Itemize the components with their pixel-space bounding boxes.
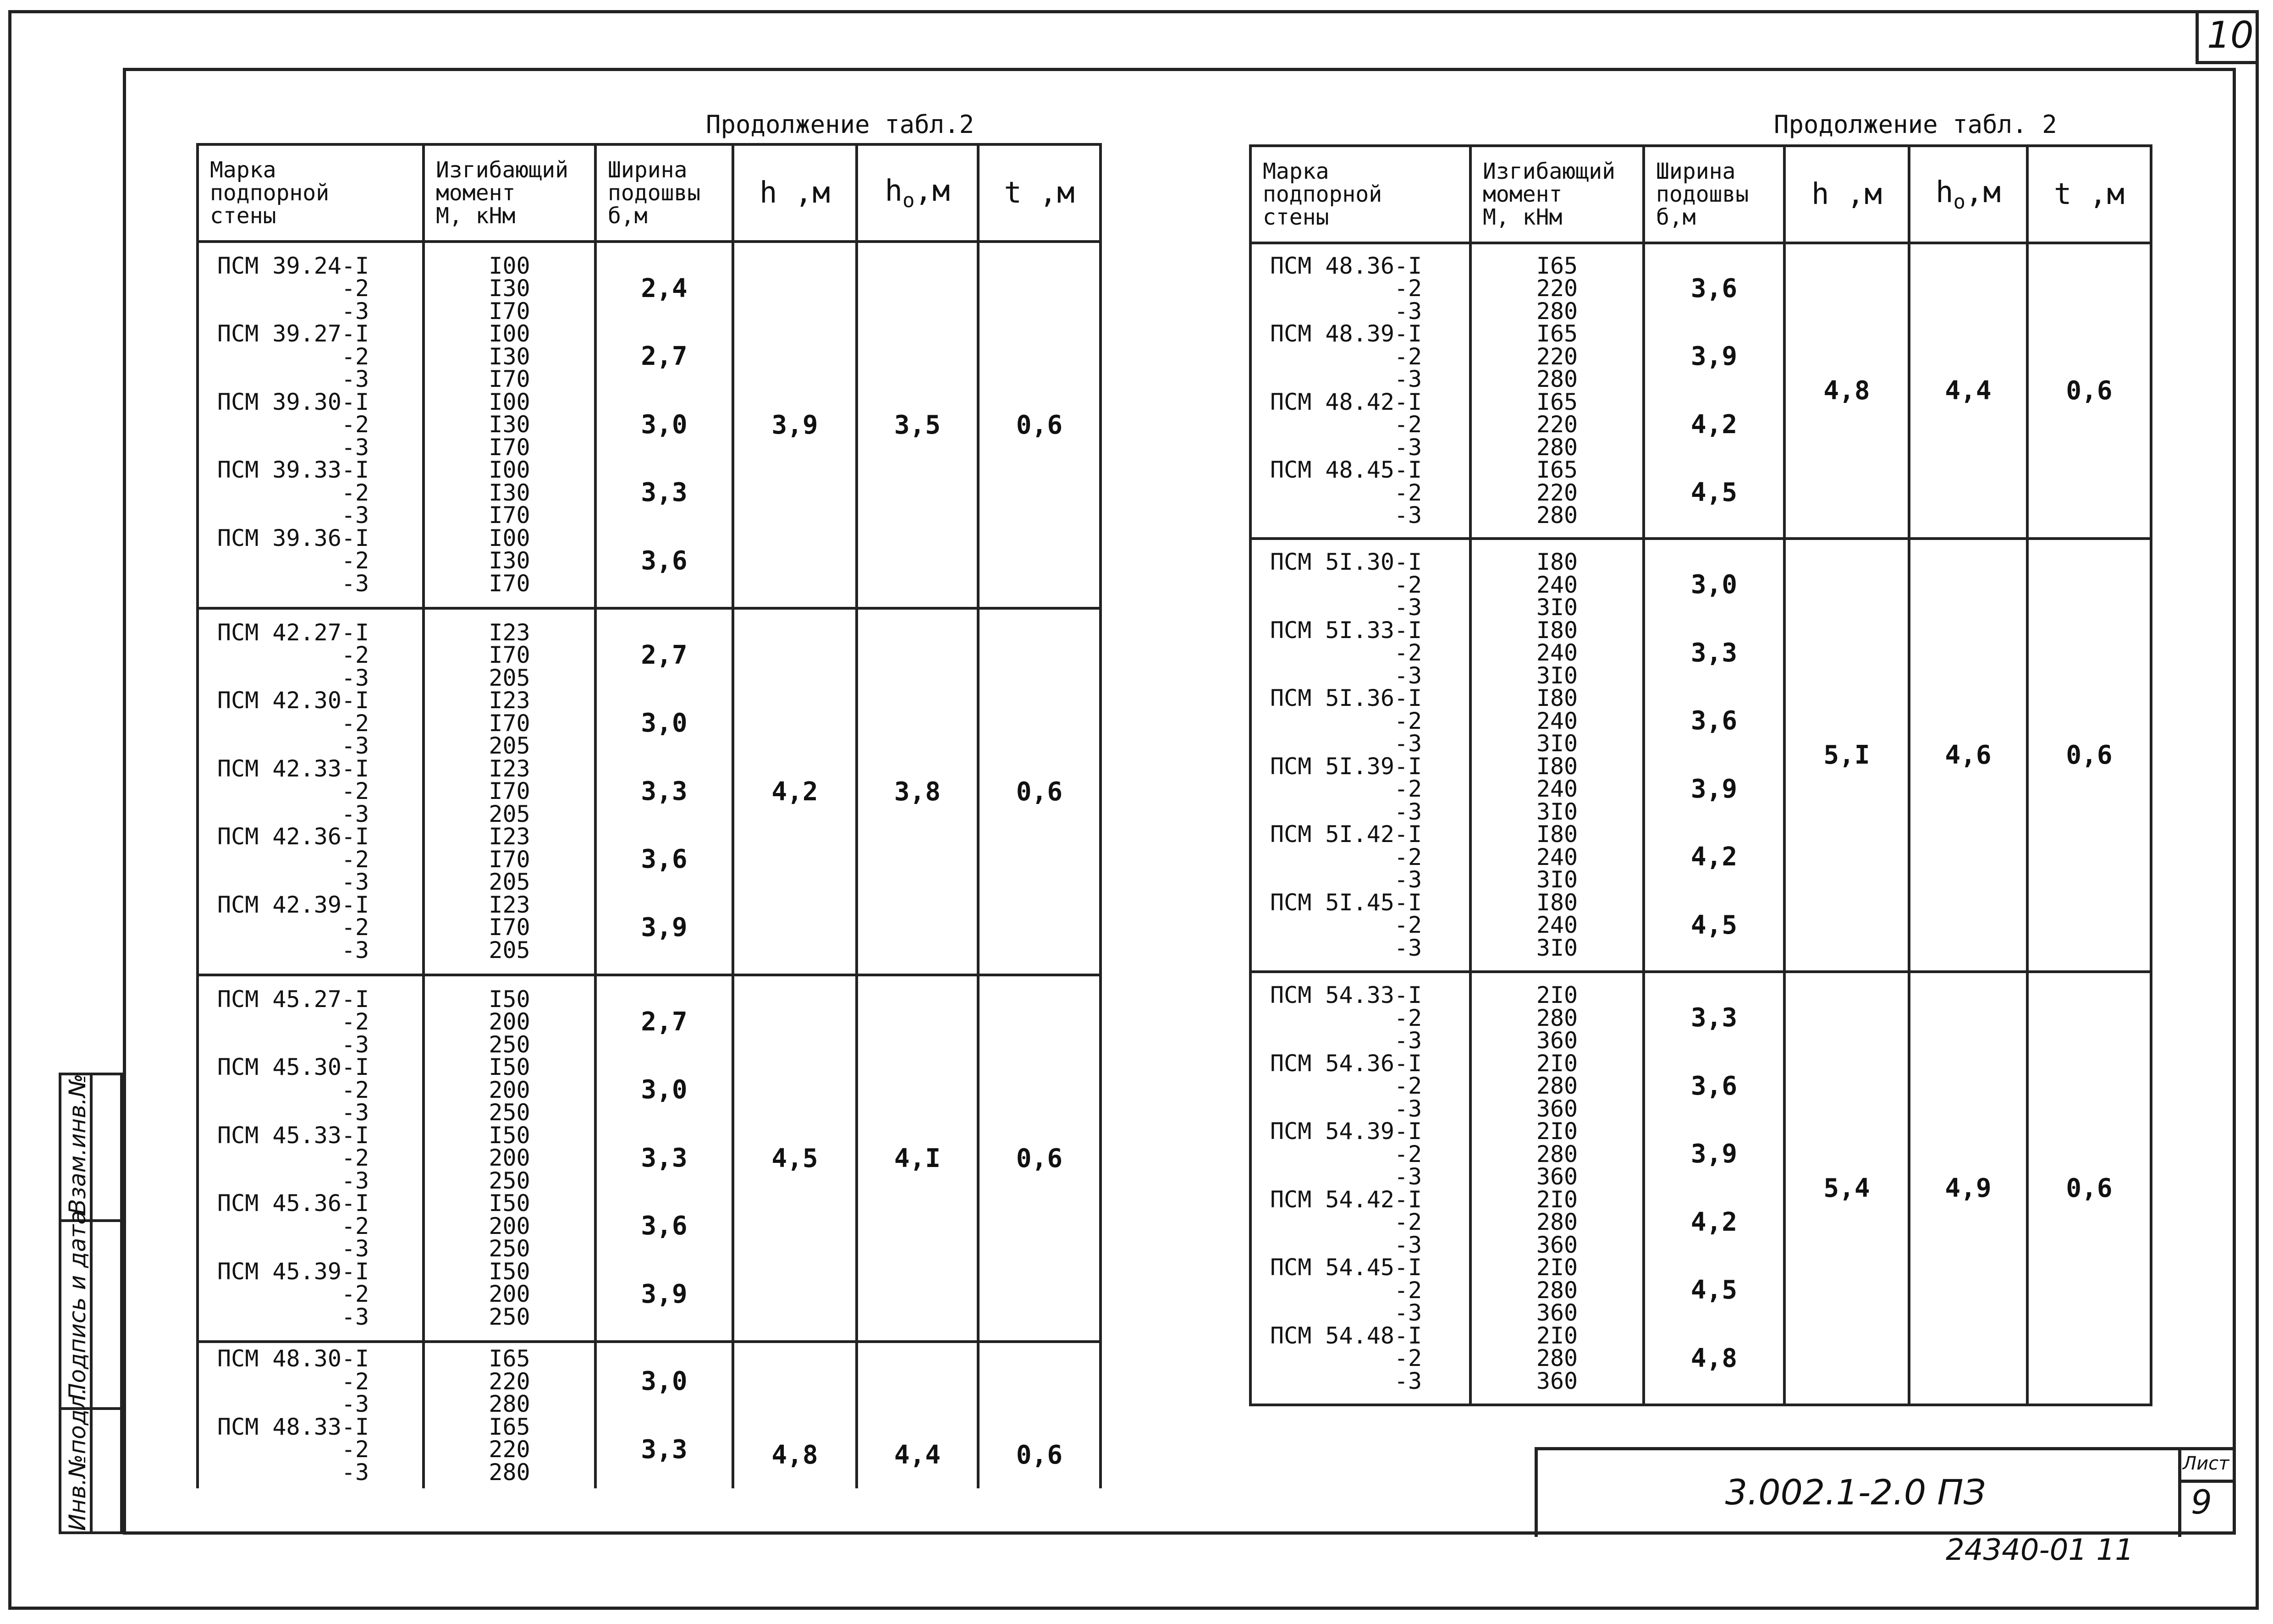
- width-value: 3,9: [1690, 341, 1738, 371]
- width-value: 2,7: [641, 640, 688, 670]
- h-cell: 4,2: [733, 608, 857, 975]
- width-value: 2,7: [641, 341, 688, 372]
- t-cell: 0,6: [2027, 243, 2151, 539]
- moment-cell: I65 220 280 I65 220 280 I65 220 280 I65 220 280: [1470, 243, 1644, 539]
- width-value: 3,3: [1690, 1003, 1738, 1033]
- right-table-caption: Продолжение табл. 2: [1774, 110, 2057, 139]
- width-value: 2,4: [641, 273, 688, 303]
- document-code: 3.002.1-2.0 ПЗ: [1725, 1471, 1986, 1513]
- width-value: 3,6: [1690, 273, 1738, 303]
- side-label-inv-podl: Инв.№подл.: [64, 1387, 91, 1531]
- width-cell: [595, 242, 733, 608]
- header-h0-main: h: [1935, 175, 1954, 209]
- table-row: [1250, 539, 2151, 972]
- width-cell: [595, 975, 733, 1342]
- sheet-label: Лист: [2183, 1453, 2229, 1474]
- header-h0-sub: o: [902, 188, 915, 212]
- header-h0-sub: o: [1953, 190, 1965, 214]
- width-cell: [1644, 539, 1784, 972]
- header-t: t ,м: [2027, 146, 2151, 243]
- mark-cell: ПСМ 54.33-I -2 -3 ПСМ 54.36-I -2 -3 ПСМ 54.39-I -2 -3 ПСМ 54.42-I -2 -3 ПСМ 54.45-I -2 -3 ПСМ 54.48-I -2 -3: [1250, 972, 1470, 1405]
- width-value: 3,9: [1690, 1139, 1738, 1169]
- t-cell: 0,6: [978, 1342, 1101, 1488]
- table-row: [198, 608, 1101, 975]
- header-h0: [1909, 146, 2027, 243]
- h0-cell: 4,6: [1909, 539, 2027, 972]
- left-table-caption: Продолжение табл.2: [706, 110, 974, 139]
- width-value: 4,2: [1690, 1207, 1738, 1237]
- sheet-number: 9: [2191, 1483, 2212, 1521]
- t-cell: 0,6: [978, 975, 1101, 1342]
- sheet-box-divider: [2178, 1480, 2236, 1483]
- header-h0-unit: ,м: [1965, 175, 2001, 209]
- width-value: 3,6: [1690, 1071, 1738, 1101]
- width-value: 4,2: [1690, 842, 1738, 872]
- width-value: 3,3: [1690, 638, 1738, 668]
- width-cell: [1644, 972, 1784, 1405]
- table-row: [198, 242, 1101, 608]
- moment-cell: I00 I30 I70 I00 I30 I70 I00 I30 I70 I00 I30 I70 I00 I30 I70: [424, 242, 595, 608]
- mark-cell: ПСМ 42.27-I -2 -3 ПСМ 42.30-I -2 -3 ПСМ 42.33-I -2 -3 ПСМ 42.36-I -2 -3 ПСМ 42.39-I -2 -3: [198, 608, 424, 975]
- h-cell: 3,9: [733, 242, 857, 608]
- header-h0-unit: ,м: [914, 174, 950, 208]
- h-cell: 4,8: [733, 1342, 857, 1488]
- table-row: [1250, 243, 2151, 539]
- left-table: [196, 143, 1102, 1488]
- table-row: [1250, 972, 2151, 1405]
- width-cell: [595, 1342, 733, 1488]
- t-cell: 0,6: [2027, 972, 2151, 1405]
- table-row: [198, 1342, 1101, 1488]
- width-value: 3,6: [641, 545, 688, 576]
- width-cell: [1644, 243, 1784, 539]
- header-moment: Изгибающий момент М, кНм: [424, 144, 595, 242]
- width-value: 3,9: [1690, 774, 1738, 804]
- h-cell: 5,I: [1784, 539, 1909, 972]
- width-value: 3,3: [641, 1434, 688, 1464]
- width-cell: [595, 608, 733, 975]
- header-width: Ширина подошвы б,м: [1644, 146, 1784, 243]
- moment-cell: I65 220 280 I65 220 280: [424, 1342, 595, 1488]
- header-h: h ,м: [733, 144, 857, 242]
- width-value: 4,8: [1690, 1343, 1738, 1373]
- h-cell: 5,4: [1784, 972, 1909, 1405]
- moment-cell: 2I0 280 360 2I0 280 360 2I0 280 360 2I0 280 360 2I0 280 360 2I0 280 360: [1470, 972, 1644, 1405]
- width-value: 3,3: [641, 776, 688, 806]
- width-value: 3,0: [641, 1075, 688, 1105]
- page-number: 10: [2207, 14, 2254, 56]
- h-cell: 4,5: [733, 975, 857, 1342]
- mark-cell: ПСМ 39.24-I -2 -3 ПСМ 39.27-I -2 -3 ПСМ 39.30-I -2 -3 ПСМ 39.33-I -2 -3 ПСМ 39.36-I -2 -3: [198, 242, 424, 608]
- header-width: Ширина подошвы б,м: [595, 144, 733, 242]
- width-value: 3,6: [641, 1211, 688, 1241]
- h0-cell: 4,4: [857, 1342, 978, 1488]
- header-moment: Изгибающий момент М, кНм: [1470, 146, 1644, 243]
- width-value: 4,5: [1690, 1275, 1738, 1305]
- width-value: 3,9: [641, 912, 688, 942]
- width-value: 3,0: [641, 708, 688, 738]
- moment-cell: I80 240 3I0 I80 240 3I0 I80 240 3I0 I80 240 3I0 I80 240 3I0 I80 240 3I0: [1470, 539, 1644, 972]
- moment-cell: I23 I70 205 I23 I70 205 I23 I70 205 I23 I70 205 I23 I70 205: [424, 608, 595, 975]
- h0-cell: 4,4: [1909, 243, 2027, 539]
- t-cell: 0,6: [978, 242, 1101, 608]
- mark-cell: ПСМ 45.27-I -2 -3 ПСМ 45.30-I -2 -3 ПСМ 45.33-I -2 -3 ПСМ 45.36-I -2 -3 ПСМ 45.39-I -2 -3: [198, 975, 424, 1342]
- width-value: 3,3: [641, 478, 688, 508]
- mark-cell: ПСМ 48.36-I -2 -3 ПСМ 48.39-I -2 -3 ПСМ 48.42-I -2 -3 ПСМ 48.45-I -2 -3: [1250, 243, 1470, 539]
- width-value: 3,0: [1690, 570, 1738, 600]
- width-value: 2,7: [641, 1007, 688, 1037]
- header-mark: Марка подпорной стены: [1250, 146, 1470, 243]
- width-value: 3,3: [641, 1143, 688, 1173]
- t-cell: 0,6: [978, 608, 1101, 975]
- width-value: 3,0: [641, 1366, 688, 1396]
- header-h0-main: h: [885, 174, 903, 208]
- table-row: [198, 975, 1101, 1342]
- h-cell: 4,8: [1784, 243, 1909, 539]
- header-h0: [857, 144, 978, 242]
- side-label-podpis: Подпись и дата: [64, 1210, 91, 1400]
- mark-cell: ПСМ 5I.30-I -2 -3 ПСМ 5I.33-I -2 -3 ПСМ 5I.36-I -2 -3 ПСМ 5I.39-I -2 -3 ПСМ 5I.42-I -2 -3 ПСМ 5I.45-I -2 -3: [1250, 539, 1470, 972]
- mark-cell: ПСМ 48.30-I -2 -3 ПСМ 48.33-I -2 -3: [198, 1342, 424, 1488]
- side-label-vzam: Взам.инв.№: [64, 1073, 91, 1215]
- t-cell: 0,6: [2027, 539, 2151, 972]
- width-value: 3,6: [641, 844, 688, 875]
- header-h: h ,м: [1784, 146, 1909, 243]
- right-table: [1249, 144, 2152, 1406]
- width-value: 3,9: [641, 1279, 688, 1309]
- header-t: t ,м: [978, 144, 1101, 242]
- h0-cell: 3,5: [857, 242, 978, 608]
- archive-number: 24340-01 11: [1946, 1533, 2134, 1567]
- h0-cell: 3,8: [857, 608, 978, 975]
- width-value: 4,5: [1690, 478, 1738, 507]
- width-value: 4,5: [1690, 910, 1738, 940]
- moment-cell: I50 200 250 I50 200 250 I50 200 250 I50 200 250 I50 200 250: [424, 975, 595, 1342]
- width-value: 3,6: [1690, 706, 1738, 736]
- width-value: 3,0: [641, 409, 688, 440]
- h0-cell: 4,I: [857, 975, 978, 1342]
- width-value: 4,2: [1690, 409, 1738, 440]
- header-mark: Марка подпорной стены: [198, 144, 424, 242]
- h0-cell: 4,9: [1909, 972, 2027, 1405]
